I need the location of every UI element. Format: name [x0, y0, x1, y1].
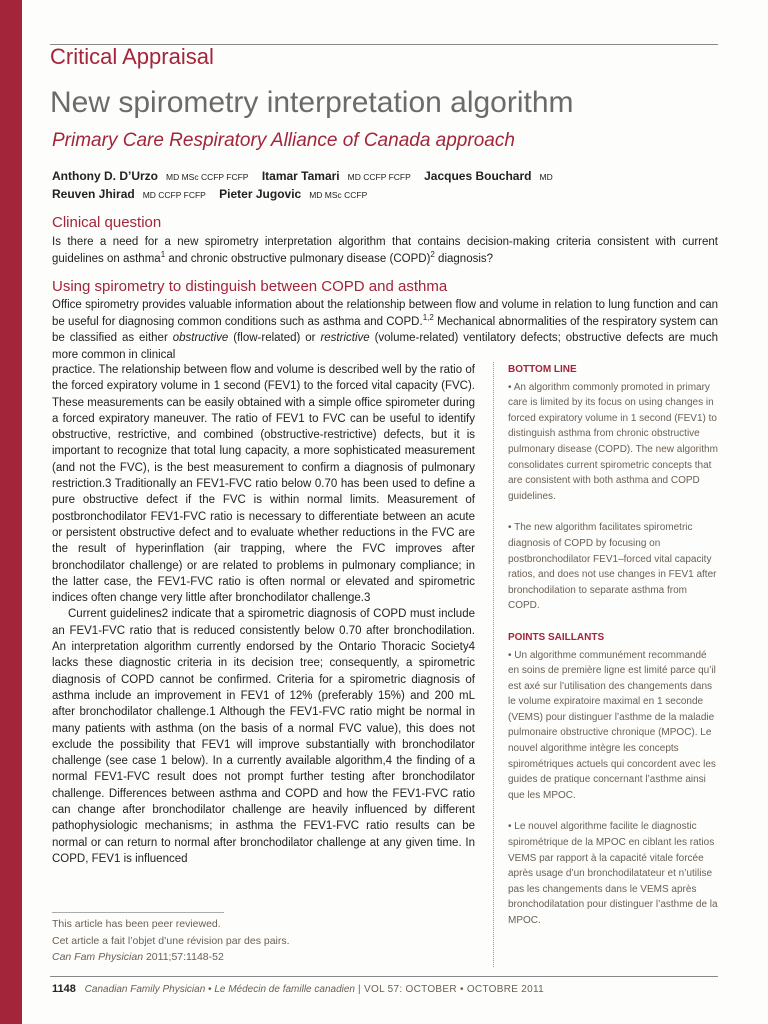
section-intro: Office spirometry provides valuable information about the relationship between flow and volume in relation to lung function and can be useful for diagnosing common conditions such as asthma and COPD.$^{1,2}$ Mechanical abnormalities of the respiratory system can be classified as either obstructive (flow-related) or restrictive (volume-related) ventilatory defects; obstructive defects are much more common in clinical — [52, 299, 718, 361]
body-column — [52, 362, 475, 867]
section-label: Critical Appraisal — [50, 44, 214, 69]
sidebar-bullet: • An algorithm commonly promoted in primary care is limited by its focus on using changes in forced expiratory volume in 1 second (FEV1) to distinguish asthma from chronic obstructive pulmonary disease (COPD). The new algorithm consolidates current spirometric concepts that are consistent with both asthma and COPD guidelines. — [508, 381, 718, 502]
author: Anthony D. D’Urzo MD MSc CCFP FCFP — [52, 169, 249, 183]
sidebar-bullet: • Le nouvel algorithme facilite le diagnostic spirométrique de la MPOC en ciblant les ratios VEMS par rapport à la capacité vitale forcée après usage d’un bronchodilatateur et n’utilise pas les changements dans le VEMS après bronchodilatation pour distinguer l’asthme de la MPOC. — [508, 821, 718, 926]
clinical-question-heading: Clinical question — [52, 214, 162, 231]
page-footer — [52, 983, 544, 995]
author: Pieter Jugovic MD MSc CCFP — [219, 187, 368, 201]
citation: Can Fam Physician 2011;57:1148-52 — [52, 951, 224, 963]
author-list — [52, 168, 732, 204]
footnotes — [52, 916, 472, 966]
bottom-divider — [50, 976, 718, 977]
issue-info: | VOL 57: OCTOBER • OCTOBRE 2011 — [354, 984, 544, 995]
author: Itamar Tamari MD CCFP FCFP — [261, 169, 411, 183]
clinical-question-text: Is there a need for a new spirometry interpretation algorithm that contains decision-making criteria consistent with current guidelines on asthma$^1$ and chronic obstructive pulmonary disease (COPD)$^2$ diagnosis? — [52, 236, 718, 265]
side-color-bar — [0, 0, 22, 1024]
sidebar-bullet: • The new algorithm facilitates spirometric diagnosis of COPD by focusing on postbronchodilator FEV1–forced vital capacity ratios, and does not use changes in FEV1 after bronchodilation to separate asthma from COPD. — [508, 522, 717, 612]
body-paragraph: Current guidelines2 indicate that a spirometric diagnosis of COPD must include an FEV1-FVC ratio that is reduced consistently below 0.70 after bronchodilation. An interpretation algorithm currently endorsed by the Ontario Thoracic Society4 lacks these diagnostic criteria in its decision tree; consequently, a spirometric diagnosis of COPD cannot be confirmed. Criteria for a spirometric diagnosis of asthma include an improvement in FEV1 of 12% (preferably 15%) and 200 mL after bronchodilator challenge.1 Although the FEV1-FVC ratio might be normal in many patients with asthma (on the basis of a normal FVC value), this does not exclude the possibility that FEV1 will improve substantially with bronchodilator challenge (see case 1 below). In a currently available algorithm,4 the finding of a normal FEV1-FVC result does not prompt further testing after bronchodilator challenge. Differences between asthma and COPD and how the FEV1-FVC ratio can change after bronchodilator challenge are heavily influenced by different pathophysiologic mechanisms; in asthma the FEV1-FVC ratio results can be normal or can return to normal after bronchodilator challenge at any given time. In COPD, FEV1 is influenced — [52, 608, 475, 865]
bottom-line-sidebar — [508, 362, 718, 945]
journal-names: Canadian Family Physician • Le Médecin de famille canadien — [84, 984, 355, 995]
bottom-line-heading: BOTTOM LINE — [508, 364, 577, 375]
peer-review-note-en: This article has been peer reviewed. — [52, 918, 221, 930]
sidebar-bullet: • Un algorithme communément recommandé en soins de première ligne est limité parce qu’il est axé sur l’utilisation des changements dans le volume expiratoire maximal en 1 seconde (VEMS) pour distinguer l’asthme de la maladie pulmonaire obstructive chronique (MPOC). Le nouvel algorithme intègre les concepts spirométriques actuels qui concordent avec les guides de pratique concernant l’asthme ainsi que les MPOC. — [508, 649, 716, 801]
section-heading: Using spirometry to distinguish between COPD and asthma — [52, 278, 448, 295]
peer-review-note-fr: Cet article a fait l’objet d’une révision par des pairs. — [52, 934, 290, 947]
author: Reuven Jhirad MD CCFP FCFP — [52, 187, 206, 201]
author: Jacques Bouchard MD — [424, 169, 553, 183]
page-number: 1148 — [52, 983, 76, 995]
points-saillants-heading: POINTS SAILLANTS — [508, 631, 605, 643]
column-divider — [493, 362, 494, 967]
footnote-divider — [52, 912, 224, 913]
article-subtitle: Primary Care Respiratory Alliance of Canada approach — [52, 130, 515, 151]
article-title: New spirometry interpretation algorithm — [50, 86, 574, 119]
body-paragraph: practice. The relationship between flow and volume is described well by the ratio of the forced expiratory volume in 1 second (FEV1) to the forced vital capacity (FVC). These measurements can be easily obtained with a simple office spirometer during a forced expiratory maneuver. The ratio of FEV1 to FVC can be useful to identify obstructive, restrictive, and combined (obstructive-restrictive) defects, but it is important to recognize that total lung capacity, a more sophisticated measurement (and not the FVC), is the best measurement to confirm a diagnosis of pulmonary restriction.3 Traditionally an FEV1-FVC ratio below 0.70 has been used to define a pure obstructive defect if the FVC is within normal limits. Measurement of postbronchodilator FEV1-FVC ratio is necessary to differentiate between an acute or persistent obstructive defect and to evaluate whether reductions in the FVC are the result of hyperinflation (air trapping, where the FVC improves after bronchodilator challenge) or are related to problems in pulmonary compliance; in the latter case, the FEV1-FVC ratio is often normal or elevated and spirometric indices often change very little after bronchodilator challenge.3 — [52, 364, 475, 605]
